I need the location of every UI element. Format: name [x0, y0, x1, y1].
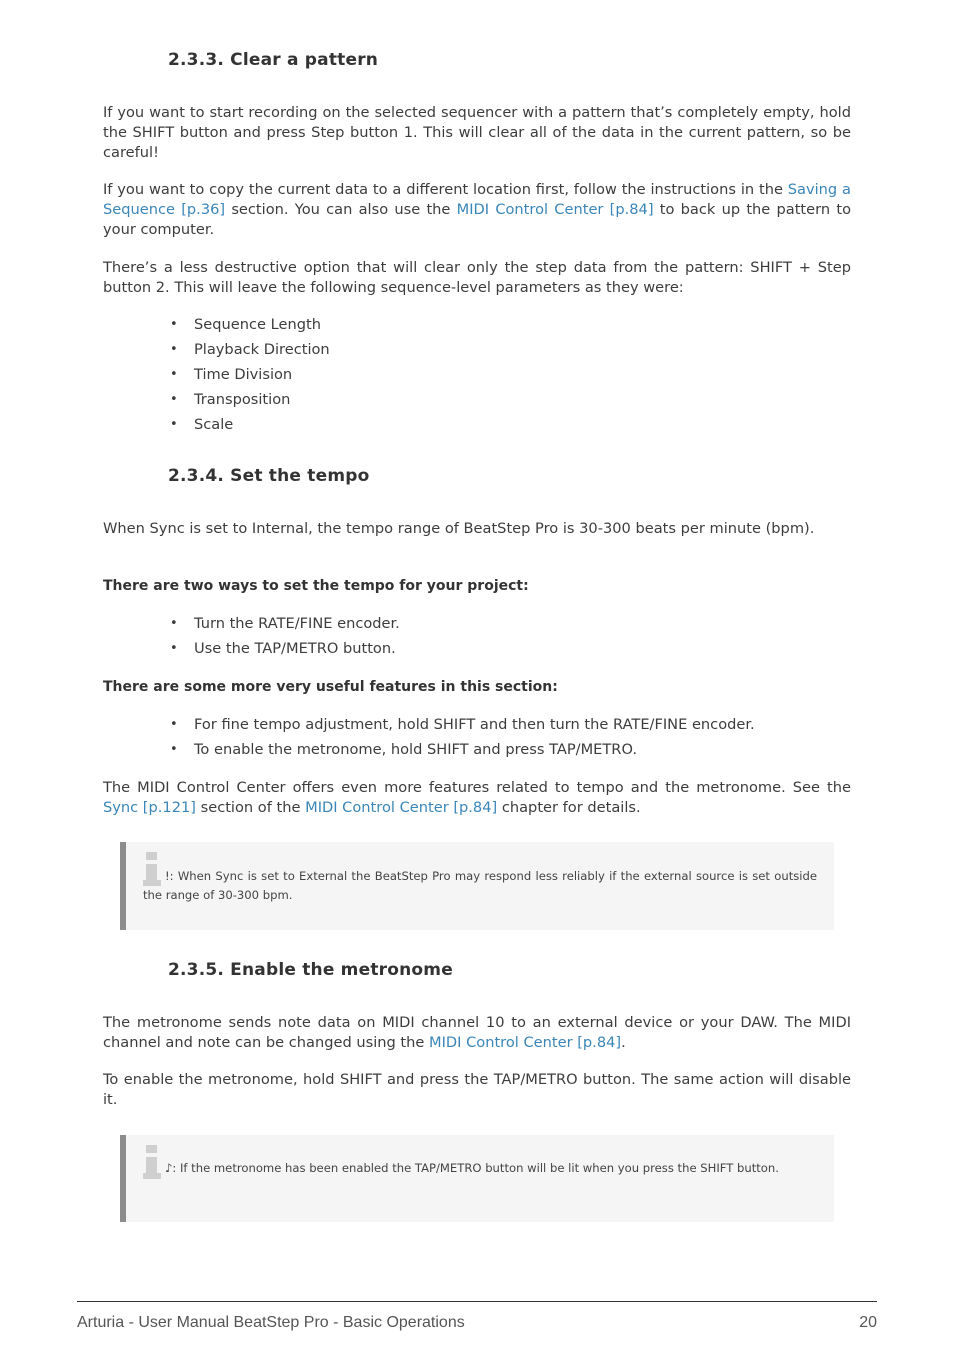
tempo-bold-2: There are some more very useful features in this section: [103, 679, 558, 695]
list-item: • Scale [168, 415, 330, 440]
clear-paragraph-2 [103, 180, 851, 240]
note-box-sync [120, 842, 834, 930]
note-text: ♪: If the metronome has been enabled the TAP/METRO button will be lit when you press the SHIFT button. [165, 1161, 779, 1175]
list-item: • To enable the metronome, hold SHIFT and press TAP/METRO. [168, 740, 755, 765]
list-item: • Playback Direction [168, 340, 330, 365]
list-item: • Transposition [168, 390, 330, 415]
note-box-metronome [120, 1135, 834, 1222]
tempo-features-list [168, 715, 755, 765]
list-item: • Time Division [168, 365, 330, 390]
link-saving-sequence[interactable]: Saving a Sequence [p.36] [103, 181, 851, 218]
link-midi-control-center[interactable]: MIDI Control Center [p.84] [456, 201, 654, 218]
page-number: 20 [859, 1314, 877, 1331]
footer-title: Arturia - User Manual BeatStep Pro - Basic Operations [77, 1314, 465, 1331]
footer-divider [77, 1301, 877, 1302]
tempo-paragraph-1: When Sync is set to Internal, the tempo range of BeatStep Pro is 30-300 beats per minute (bpm). [103, 520, 815, 537]
list-item: • For fine tempo adjustment, hold SHIFT and then turn the RATE/FINE encoder. [168, 715, 755, 740]
heading-enable-metronome: 2.3.5. Enable the metronome [168, 960, 453, 980]
parameter-list [168, 315, 330, 440]
tempo-paragraph-2 [103, 778, 851, 818]
text: The MIDI Control Center offers even more features related to tempo and the metronome. See the [103, 779, 851, 796]
list-item: • Use the TAP/METRO button. [168, 639, 400, 664]
link-midi-control-center[interactable]: MIDI Control Center [p.84] [305, 799, 498, 816]
note-text: !: When Sync is set to External the BeatStep Pro may respond less reliably if the external source is set outside the range of 30-300 bpm. [143, 869, 817, 902]
text: chapter for details. [497, 799, 641, 816]
metronome-paragraph-1 [103, 1013, 851, 1053]
text: section. You can also use the [225, 201, 457, 218]
clear-paragraph-3: There’s a less destructive option that will clear only the step data from the pattern: SHIFT + Step button 2. This will leave the following sequence-level parameters as they were: [103, 259, 851, 296]
text: If you want to copy the current data to a different location first, follow the instructions in the [103, 181, 788, 198]
heading-set-tempo: 2.3.4. Set the tempo [168, 466, 370, 486]
metronome-paragraph-2: To enable the metronome, hold SHIFT and press the TAP/METRO button. The same action will disable it. [103, 1071, 851, 1108]
tempo-ways-list [168, 614, 400, 664]
heading-clear-pattern: 2.3.3. Clear a pattern [168, 50, 379, 70]
list-item: • Sequence Length [168, 315, 330, 340]
link-midi-control-center[interactable]: MIDI Control Center [p.84] [429, 1034, 622, 1051]
clear-paragraph-1: If you want to start recording on the selected sequencer with a pattern that’s completely empty, hold the SHIFT button and press Step button 1. This will clear all of the data in the current pattern, so be careful! [103, 104, 851, 161]
link-sync[interactable]: Sync [p.121] [103, 799, 196, 816]
text: to back up the pattern to your computer. [103, 201, 852, 238]
list-item: • Turn the RATE/FINE encoder. [168, 614, 400, 639]
text: section of the [195, 799, 306, 816]
text: The metronome sends note data on MIDI channel 10 to an external device or your DAW. The MIDI channel and note can be changed using the [103, 1014, 851, 1051]
tempo-bold-1: There are two ways to set the tempo for your project: [103, 578, 529, 594]
text: . [621, 1034, 626, 1051]
